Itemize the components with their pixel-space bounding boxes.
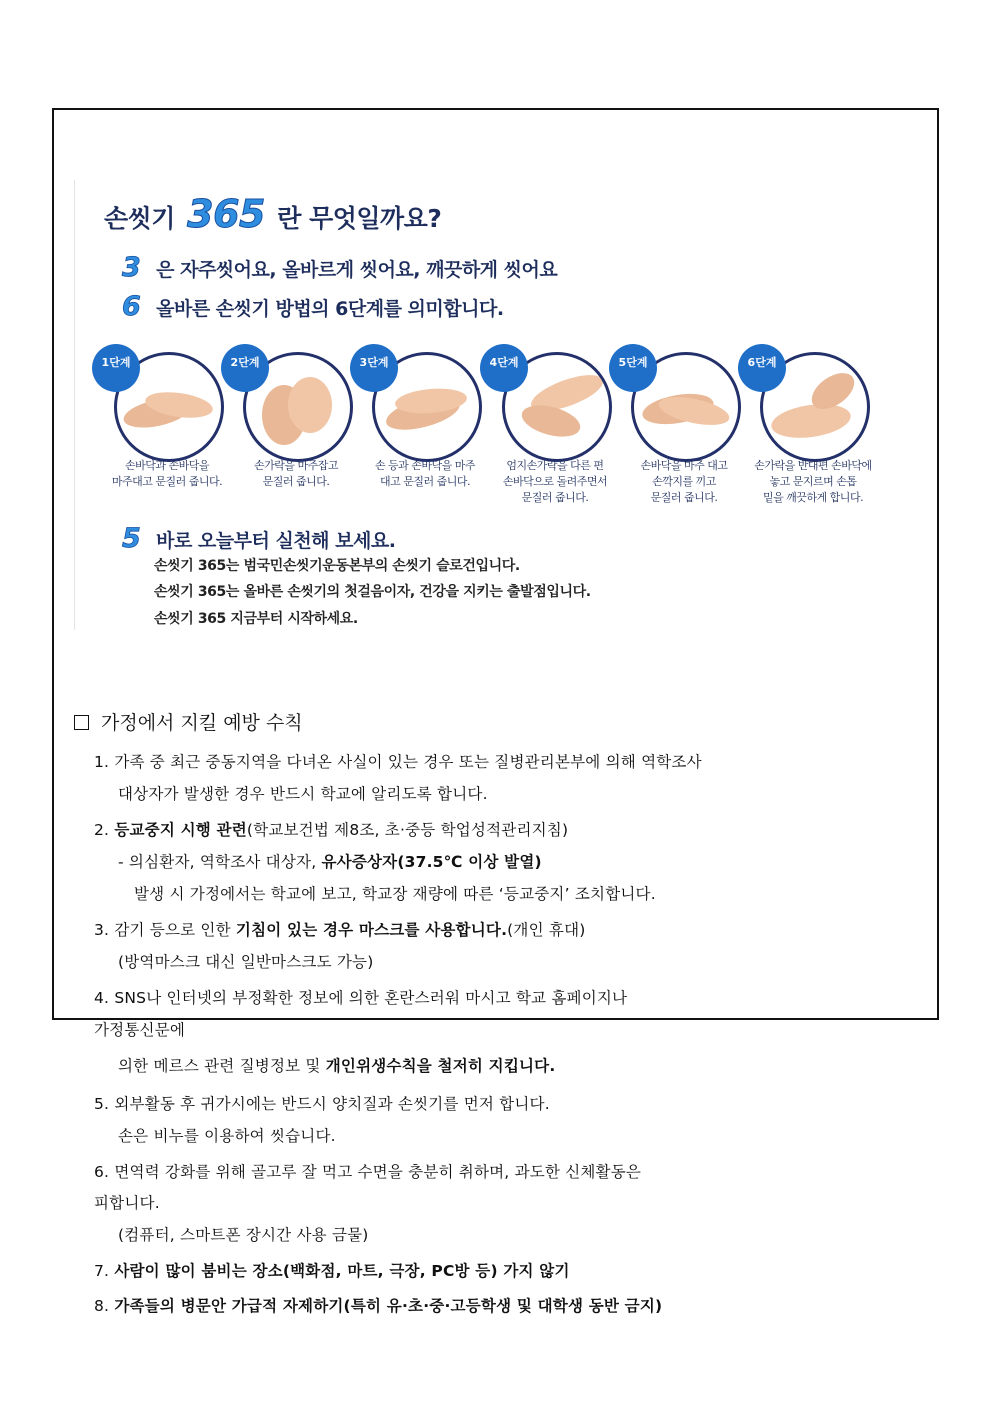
poster-title-number: 365: [187, 192, 265, 236]
rule-3-rest: (개인 휴대): [507, 921, 586, 939]
rule-5-line-1: 5. 외부활동 후 귀가시에는 반드시 양치질과 손씻기를 먼저 합니다.: [94, 1095, 550, 1113]
poster-line-6-text: 올바른 손씻기 방법의 6단계를 의미합니다.: [156, 298, 504, 320]
number-5: 5: [122, 523, 141, 554]
poster-title: [104, 192, 441, 236]
step-5: [609, 344, 739, 514]
poster-line-3: [122, 252, 557, 283]
rule-1-line-2: 대상자가 발생한 경우 반드시 학교에 알리도록 합니다.: [118, 785, 488, 803]
step-6-badge: 6단계: [738, 344, 786, 392]
step-1-caption: 손바닥과 손바닥을 마주대고 문질러 줍니다.: [111, 459, 223, 488]
number-6: 6: [122, 291, 141, 322]
step-5-badge: 5단계: [609, 344, 657, 392]
poster-line-5: [122, 523, 395, 554]
rule-3-pre: 3. 감기 등으로 인한: [94, 921, 236, 939]
rule-2b-bold: 유사증상자(37.5℃ 이상 발열): [321, 853, 542, 871]
rule-2-bold: 등교중지 시행 관련: [114, 821, 247, 839]
step-3: [350, 344, 480, 514]
rule-4c-bold: 개인위생수칙을 철저히 지킵니다.: [325, 1057, 556, 1075]
handwashing-poster: [74, 180, 910, 630]
step-4-caption: 엄지손가락을 다른 편 손바닥으로 돌려주면서 문질러 줍니다.: [502, 459, 608, 504]
rule-2-line-1: [94, 818, 568, 840]
rule-4-line-1: 4. SNS나 인터넷의 부정확한 정보에 의한 혼란스러워 마시고 학교 홈페이지나: [94, 989, 628, 1007]
step-2-caption: 손가락을 마주잡고 문질러 줍니다.: [253, 459, 338, 488]
step-2: [221, 344, 351, 514]
rule-4-line-3: [118, 1054, 555, 1076]
section-title: [74, 708, 303, 735]
section-title-text: 가정에서 지킬 예방 수칙: [101, 712, 303, 734]
rule-1-line-1: 1. 가족 중 최근 중동지역을 다녀온 사실이 있는 경우 또는 질병관리본부에 의해 역학조사: [94, 753, 702, 771]
step-4-badge: 4단계: [480, 344, 528, 392]
rule-8: [94, 1294, 662, 1316]
poster-title-pre: 손씻기: [104, 204, 175, 233]
slogan-3: 손씻기 365 지금부터 시작하세요.: [154, 611, 358, 627]
rule-7-number: 7.: [94, 1262, 115, 1280]
rule-8-bold: 가족들의 병문안 가급적 자제하기(특히 유·초·중·고등학생 및 대학생 동반 금지): [114, 1297, 663, 1315]
step-2-badge: 2단계: [221, 344, 269, 392]
step-3-caption: 손 등과 손바닥을 마주 대고 문질러 줍니다.: [374, 459, 476, 488]
rule-3-line-2: (방역마스크 대신 일반마스크도 가능): [118, 953, 374, 971]
checkbox-square-icon: [74, 715, 89, 730]
rule-6-line-3: (컴퓨터, 스마트폰 장시간 사용 금물): [118, 1226, 369, 1244]
rule-3-line-1: [94, 918, 586, 940]
poster-line-3-text: 은 자주씻어요, 올바르게 씻어요, 깨끗하게 씻어요: [156, 259, 558, 281]
poster-line-6: [122, 291, 504, 322]
poster-line-5-text: 바로 오늘부터 실천해 보세요.: [156, 530, 396, 552]
poster-title-post: 란 무엇일까요?: [277, 204, 442, 233]
slogan-1: 손씻기 365는 범국민손씻기운동본부의 손씻기 슬로건입니다.: [154, 558, 520, 574]
step-5-caption: 손바닥을 마주 대고 손깍지를 끼고 문질러 줍니다.: [640, 459, 728, 504]
handwashing-steps: [92, 344, 912, 514]
step-6: [738, 344, 872, 514]
rule-2-line-2: [118, 850, 542, 872]
step-1: [92, 344, 222, 514]
rule-3-bold: 기침이 있는 경우 마스크를 사용합니다.: [235, 921, 508, 939]
rule-7-bold: 사람이 많이 붐비는 장소(백화점, 마트, 극장, PC방 등) 가지 않기: [114, 1262, 570, 1280]
rule-8-number: 8.: [94, 1297, 115, 1315]
number-3: 3: [122, 252, 141, 283]
rule-4c-pre: 의한 메르스 관련 질병정보 및: [118, 1057, 326, 1075]
rule-2-number: 2.: [94, 821, 115, 839]
step-1-badge: 1단계: [92, 344, 140, 392]
step-6-caption: 손가락을 반대편 손바닥에 놓고 문지르며 손톱 밑을 깨끗하게 합니다.: [754, 459, 872, 504]
rule-5-line-2: 손은 비누를 이용하여 씻습니다.: [118, 1127, 336, 1145]
rule-7: [94, 1259, 570, 1281]
rule-6-line-2: 피합니다.: [94, 1194, 160, 1212]
rule-2b-pre: - 의심환자, 역학조사 대상자,: [118, 853, 322, 871]
slogan-2: 손씻기 365는 올바른 손씻기의 첫걸음이자, 건강을 지키는 출발점입니다.: [154, 584, 591, 600]
rule-6-line-1: 6. 면역력 강화를 위해 골고루 잘 먹고 수면을 충분히 취하며, 과도한 신체활동은: [94, 1163, 642, 1181]
rule-2-line-3: 발생 시 가정에서는 학교에 보고, 학교장 재량에 따른 ‘등교중지’ 조치합니다.: [134, 885, 656, 903]
poster-edge: [74, 180, 75, 630]
step-4: [480, 344, 610, 514]
rule-4-line-2: 가정통신문에: [94, 1021, 186, 1039]
rule-2-rest: (학교보건법 제8조, 초·중등 학업성적관리지침): [246, 821, 569, 839]
step-3-badge: 3단계: [350, 344, 398, 392]
